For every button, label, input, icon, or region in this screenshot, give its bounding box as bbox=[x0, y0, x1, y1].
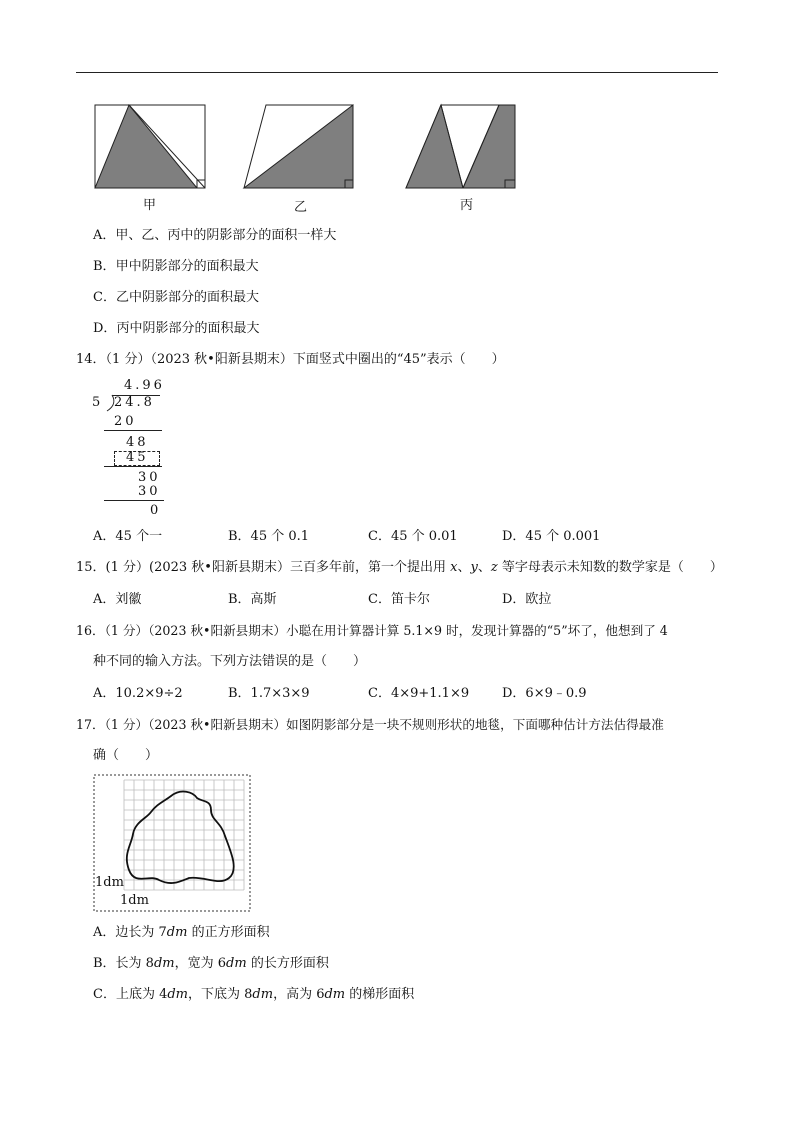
q17-stem-line1: 17．（1 分）（2023 秋•阳新县期末）如图阴影部分是一块不规则形状的地毯，下面哪种估计方法估得最准 bbox=[76, 717, 664, 732]
carpet-grid-figure bbox=[93, 774, 251, 912]
q15-option-c[interactable]: C．笛卡尔 bbox=[368, 592, 430, 607]
figure-bing-label: 丙 bbox=[460, 198, 474, 213]
q13-option-c[interactable]: C．乙中阴影部分的面积最大 bbox=[93, 290, 259, 305]
division-divisor: 5 bbox=[92, 395, 104, 410]
q16-stem-line2: 种不同的输入方法。下列方法错误的是（ ） bbox=[93, 654, 367, 669]
grid-label-bottom: 1dm bbox=[120, 893, 149, 908]
grid-label-left: 1dm bbox=[95, 875, 124, 890]
q14-option-b[interactable]: B．45 个 0.1 bbox=[228, 529, 310, 544]
figure-yi-label: 乙 bbox=[294, 200, 308, 215]
q14-option-c[interactable]: C．45 个 0.01 bbox=[368, 529, 458, 544]
q17-option-c[interactable]: C．上底为 4dm，下底为 8dm，高为 6dm 的梯形面积 bbox=[93, 987, 415, 1002]
division-step-1: 20 bbox=[114, 414, 137, 429]
q13-option-a[interactable]: A．甲、乙、丙中的阴影部分的面积一样大 bbox=[93, 228, 337, 243]
q14-option-a[interactable]: A．45 个一 bbox=[93, 529, 163, 544]
q15-stem: 15．(1 分）(2023 秋•阳新县期末）三百多年前，第一个提出用 x、y、z 等字母表示未知数的数学家是（ ） bbox=[76, 560, 723, 575]
division-step-3: 45 bbox=[126, 450, 149, 465]
q14-option-d[interactable]: D．45 个 0.001 bbox=[502, 529, 601, 544]
q15-option-a[interactable]: A．刘徽 bbox=[93, 592, 142, 607]
header-rule bbox=[76, 72, 718, 73]
division-dividend: 24.8 bbox=[114, 395, 155, 410]
q15-option-b[interactable]: B．高斯 bbox=[228, 592, 277, 607]
division-step-4: 30 bbox=[138, 470, 161, 485]
division-quotient: 4.96 bbox=[124, 378, 165, 393]
figure-bing bbox=[405, 104, 517, 190]
q16-option-a[interactable]: A．10.2×9÷2 bbox=[93, 686, 183, 701]
division-step-5: 30 bbox=[138, 484, 161, 499]
q16-option-c[interactable]: C．4×9+1.1×9 bbox=[368, 686, 470, 701]
q13-option-d[interactable]: D．丙中阴影部分的面积最大 bbox=[93, 321, 260, 336]
q13-option-b[interactable]: B．甲中阴影部分的面积最大 bbox=[93, 259, 259, 274]
figure-jia bbox=[94, 104, 206, 190]
q16-option-d[interactable]: D．6×9﹣0.9 bbox=[502, 686, 587, 701]
q16-option-b[interactable]: B．1.7×3×9 bbox=[228, 686, 310, 701]
division-step-6: 0 bbox=[150, 503, 162, 518]
q15-option-d[interactable]: D．欧拉 bbox=[502, 592, 552, 607]
figure-jia-label: 甲 bbox=[143, 198, 157, 213]
figure-yi bbox=[243, 104, 355, 190]
q17-option-b[interactable]: B．长为 8dm，宽为 6dm 的长方形面积 bbox=[93, 956, 329, 971]
q14-stem: 14．（1 分）（2023 秋•阳新县期末）下面竖式中圈出的“45”表示（ ） bbox=[76, 352, 505, 367]
division-step-2: 48 bbox=[126, 435, 149, 450]
q16-stem-line1: 16．（1 分）（2023 秋•阳新县期末）小聪在用计算器计算 5.1×9 时，发现计算器的“5”坏了，他想到了 4 bbox=[76, 623, 668, 638]
q17-stem-line2: 确（ ） bbox=[93, 748, 159, 763]
q17-option-a[interactable]: A．边长为 7dm 的正方形面积 bbox=[93, 925, 270, 940]
long-division bbox=[92, 378, 172, 518]
